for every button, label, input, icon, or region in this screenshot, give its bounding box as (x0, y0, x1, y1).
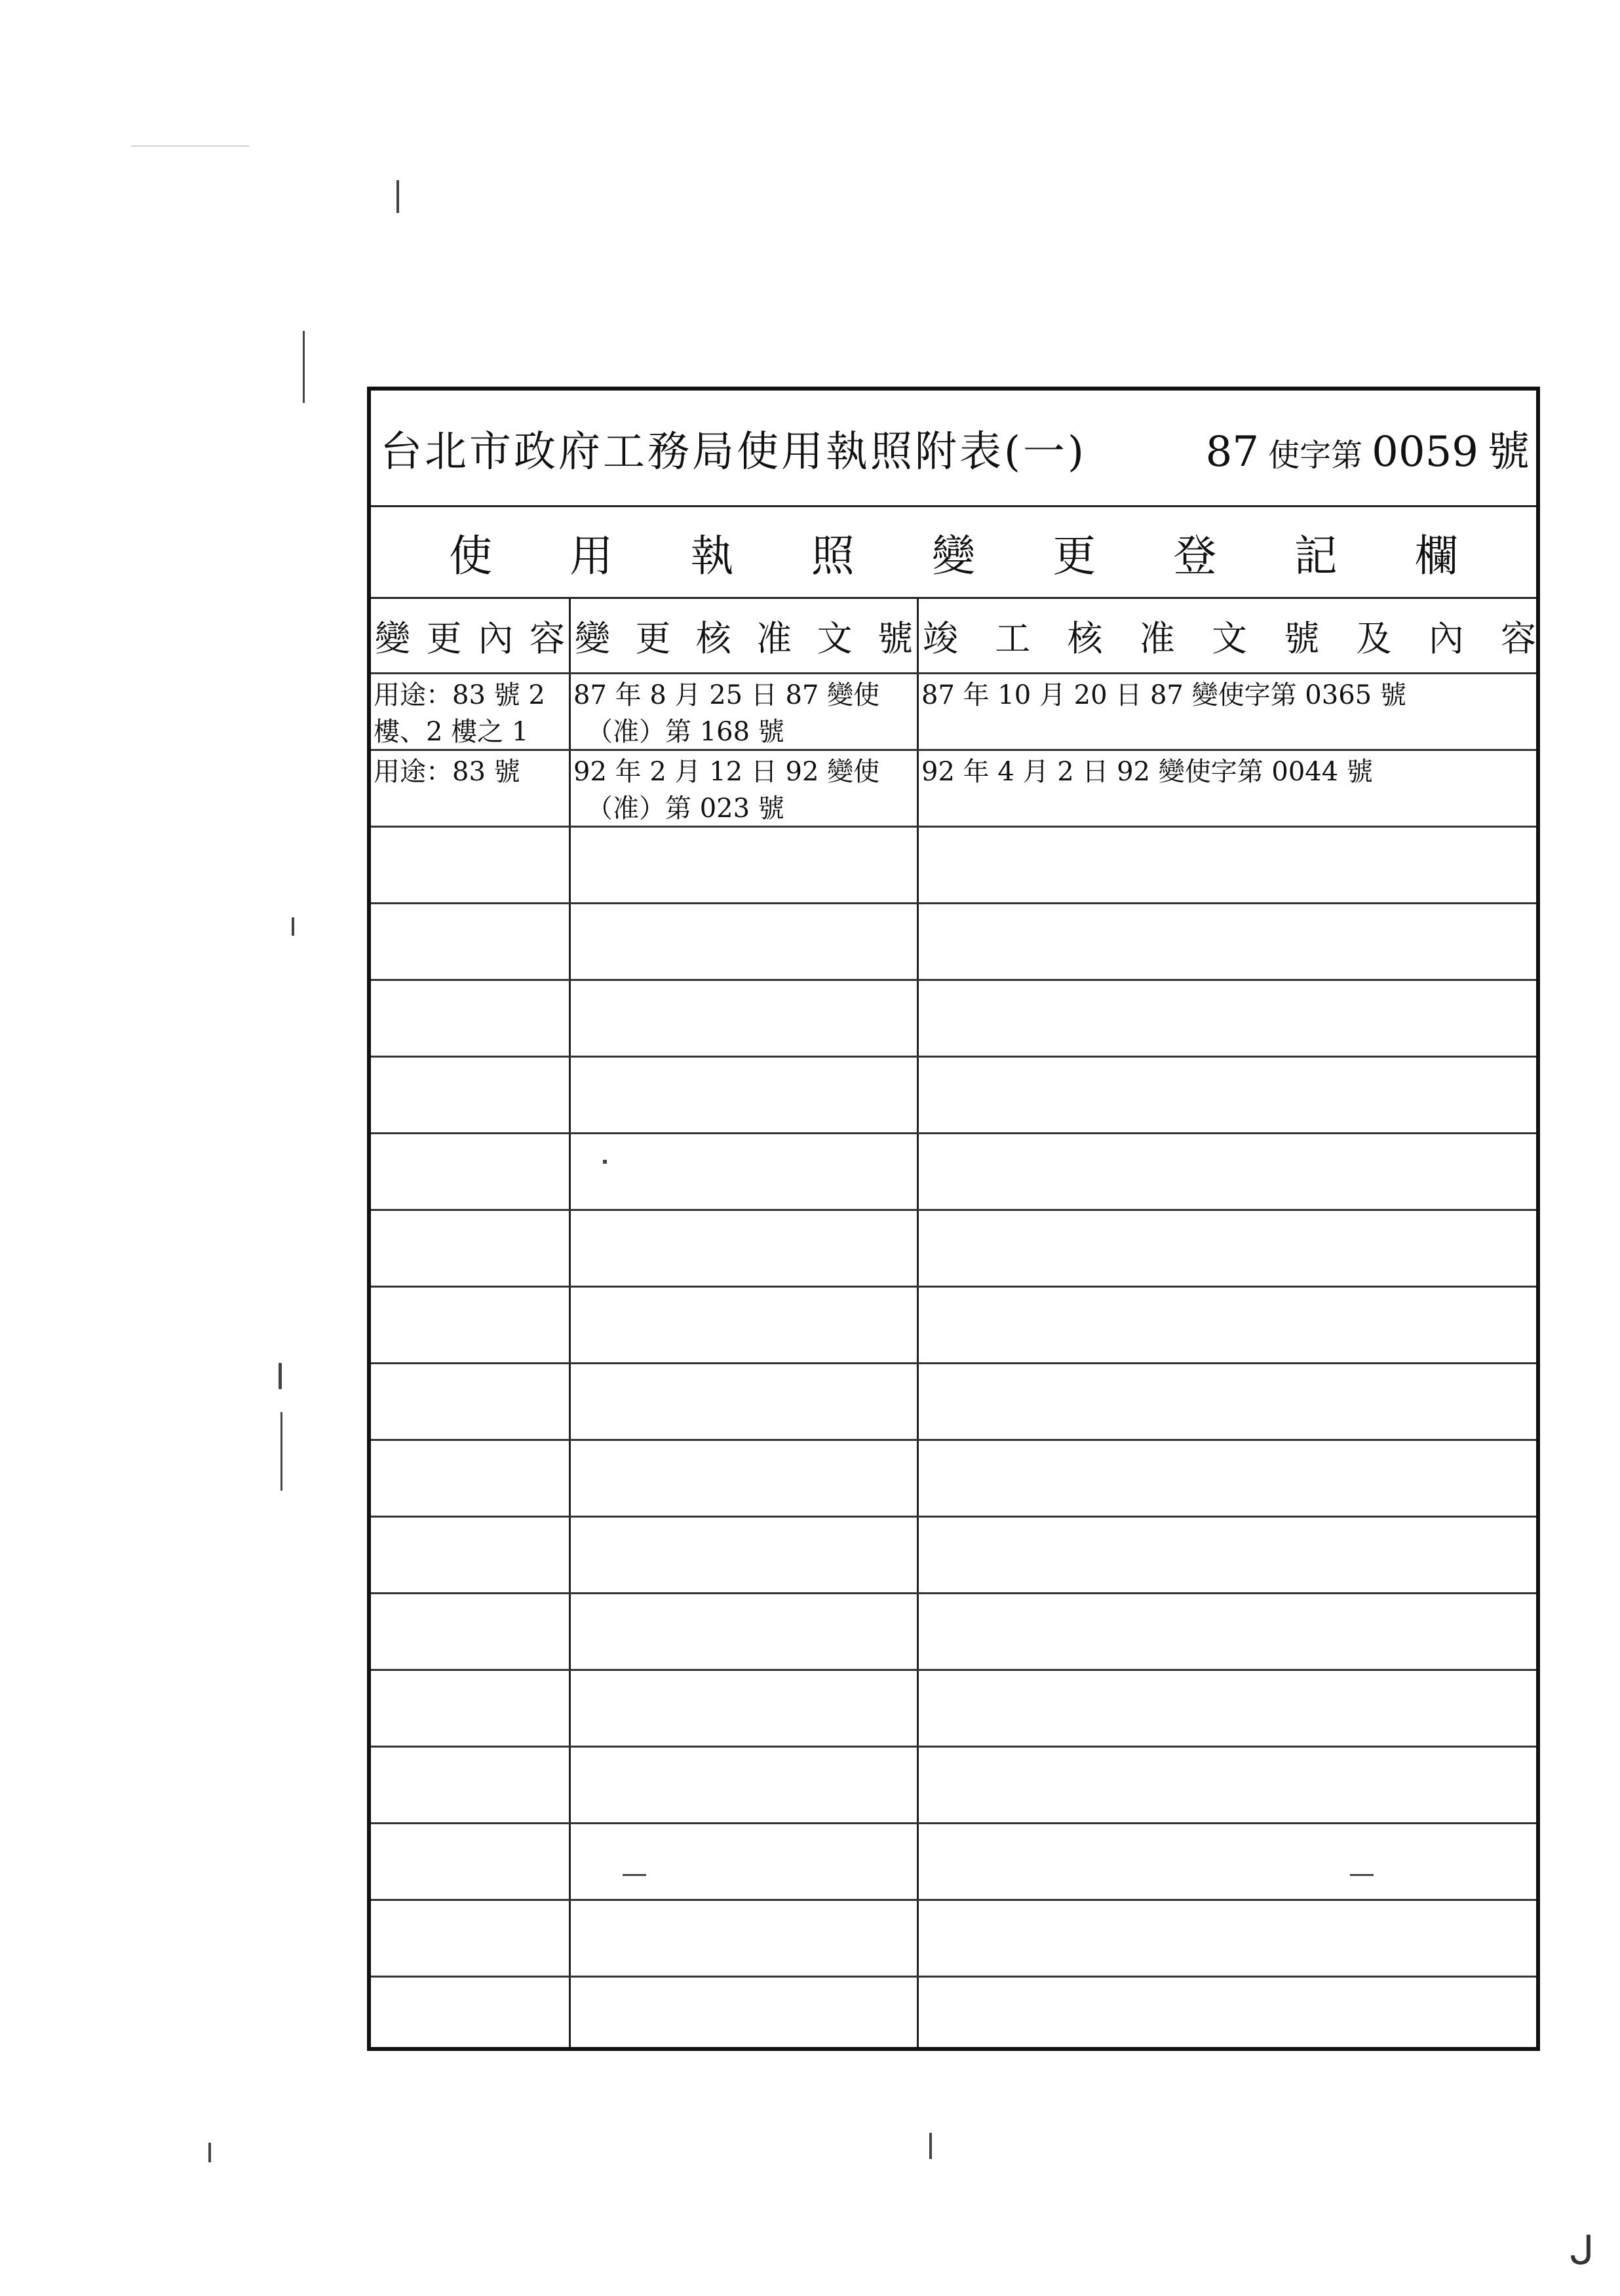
section-heading-char: 更 (1052, 531, 1096, 581)
table-row-empty (371, 1978, 1536, 2054)
table-row-empty (371, 904, 1536, 981)
header-char: 容 (1501, 617, 1536, 659)
cell-text-line: 87 年 10 月 20 日 87 變使字第 0365 號 (921, 680, 1406, 710)
license-number-suffix: 號 (1488, 427, 1530, 476)
change-record-table (371, 599, 1536, 2047)
scan-speck (292, 917, 294, 936)
table-row-empty (371, 1441, 1536, 1518)
header-char: 核 (1067, 617, 1103, 659)
corner-handwriting-mark: ᒍ (1570, 2228, 1594, 2274)
license-number-type: 使字第 (1268, 436, 1363, 474)
scan-speck (208, 2143, 211, 2162)
table-row-empty (371, 1211, 1536, 1288)
header-char: 文 (817, 617, 853, 659)
section-heading-char: 登 (1173, 531, 1217, 581)
cell-text-line: （准）第 168 號 (587, 717, 784, 747)
table-row-empty (371, 828, 1536, 904)
section-heading-char: 欄 (1414, 531, 1458, 581)
header-char: 更 (635, 617, 671, 659)
table-row (371, 751, 1536, 828)
scan-speck (303, 331, 305, 403)
form-title: 台北市政府工務局使用執照附表(一) (380, 427, 1087, 476)
table-row-empty (371, 1058, 1536, 1134)
header-approval-number (571, 599, 917, 672)
scan-speck (280, 1412, 282, 1491)
row-approval-number (571, 674, 917, 749)
section-heading-char: 變 (931, 531, 975, 581)
section-heading-char: 使 (449, 531, 493, 581)
section-heading-char: 記 (1294, 531, 1338, 581)
cell-text-line: （准）第 023 號 (587, 794, 784, 824)
header-char: 文 (1212, 617, 1247, 659)
header-char: 容 (529, 617, 565, 659)
table-row-empty (371, 981, 1536, 1058)
header-char: 號 (877, 617, 913, 659)
usage-license-attachment-form (367, 387, 1540, 2051)
header-char: 內 (478, 617, 514, 659)
cell-text-line: 樓、2 樓之 1 (374, 717, 529, 747)
header-char: 核 (695, 617, 731, 659)
row-change-content (371, 751, 569, 826)
header-char: 更 (426, 617, 462, 659)
header-completion-number-and-content (919, 599, 1540, 672)
table-row-empty (371, 1518, 1536, 1594)
table-row-empty (371, 1671, 1536, 1748)
header-char: 號 (1284, 617, 1320, 659)
header-char: 內 (1428, 617, 1464, 659)
cell-text-line: 92 年 2 月 12 日 92 變使 (573, 757, 880, 787)
row-completion-number (919, 751, 1540, 826)
scan-speck (396, 180, 399, 213)
table-row-empty (371, 1288, 1536, 1364)
table-row-empty (371, 1364, 1536, 1441)
header-char: 變 (375, 617, 410, 659)
row-completion-number (919, 674, 1540, 749)
table-row-empty (371, 1901, 1536, 1978)
header-char: 竣 (923, 617, 958, 659)
section-heading-char: 照 (811, 531, 855, 581)
cell-text-line: 用途：83 號 (374, 757, 520, 787)
table-row-empty (371, 1594, 1536, 1671)
cell-text-line: 用途：83 號 2 (374, 680, 545, 710)
row-approval-number (571, 751, 917, 826)
section-heading (371, 507, 1536, 599)
form-title-row (371, 391, 1536, 507)
section-heading-char: 用 (569, 531, 613, 581)
header-change-content (371, 599, 569, 672)
cell-text-line: 92 年 4 月 2 日 92 變使字第 0044 號 (921, 757, 1373, 787)
scan-speck (279, 1363, 282, 1389)
scan-speck (929, 2133, 932, 2159)
header-char: 變 (575, 617, 610, 659)
table-row-empty (371, 1748, 1536, 1824)
header-char: 准 (1139, 617, 1175, 659)
table-row-empty (371, 1134, 1536, 1211)
header-char: 工 (995, 617, 1031, 659)
table-row (371, 674, 1536, 751)
cell-text-line: 87 年 8 月 25 日 87 變使 (573, 680, 880, 710)
header-char: 及 (1356, 617, 1392, 659)
header-char: 准 (756, 617, 792, 659)
scan-speck (131, 145, 249, 147)
license-number (1206, 418, 1530, 478)
table-row-empty (371, 1824, 1536, 1901)
license-number-year: 87 (1205, 427, 1260, 476)
license-number-value: 0059 (1372, 427, 1478, 476)
row-change-content (371, 674, 569, 749)
table-header-row (371, 599, 1536, 674)
section-heading-char: 執 (690, 531, 734, 581)
